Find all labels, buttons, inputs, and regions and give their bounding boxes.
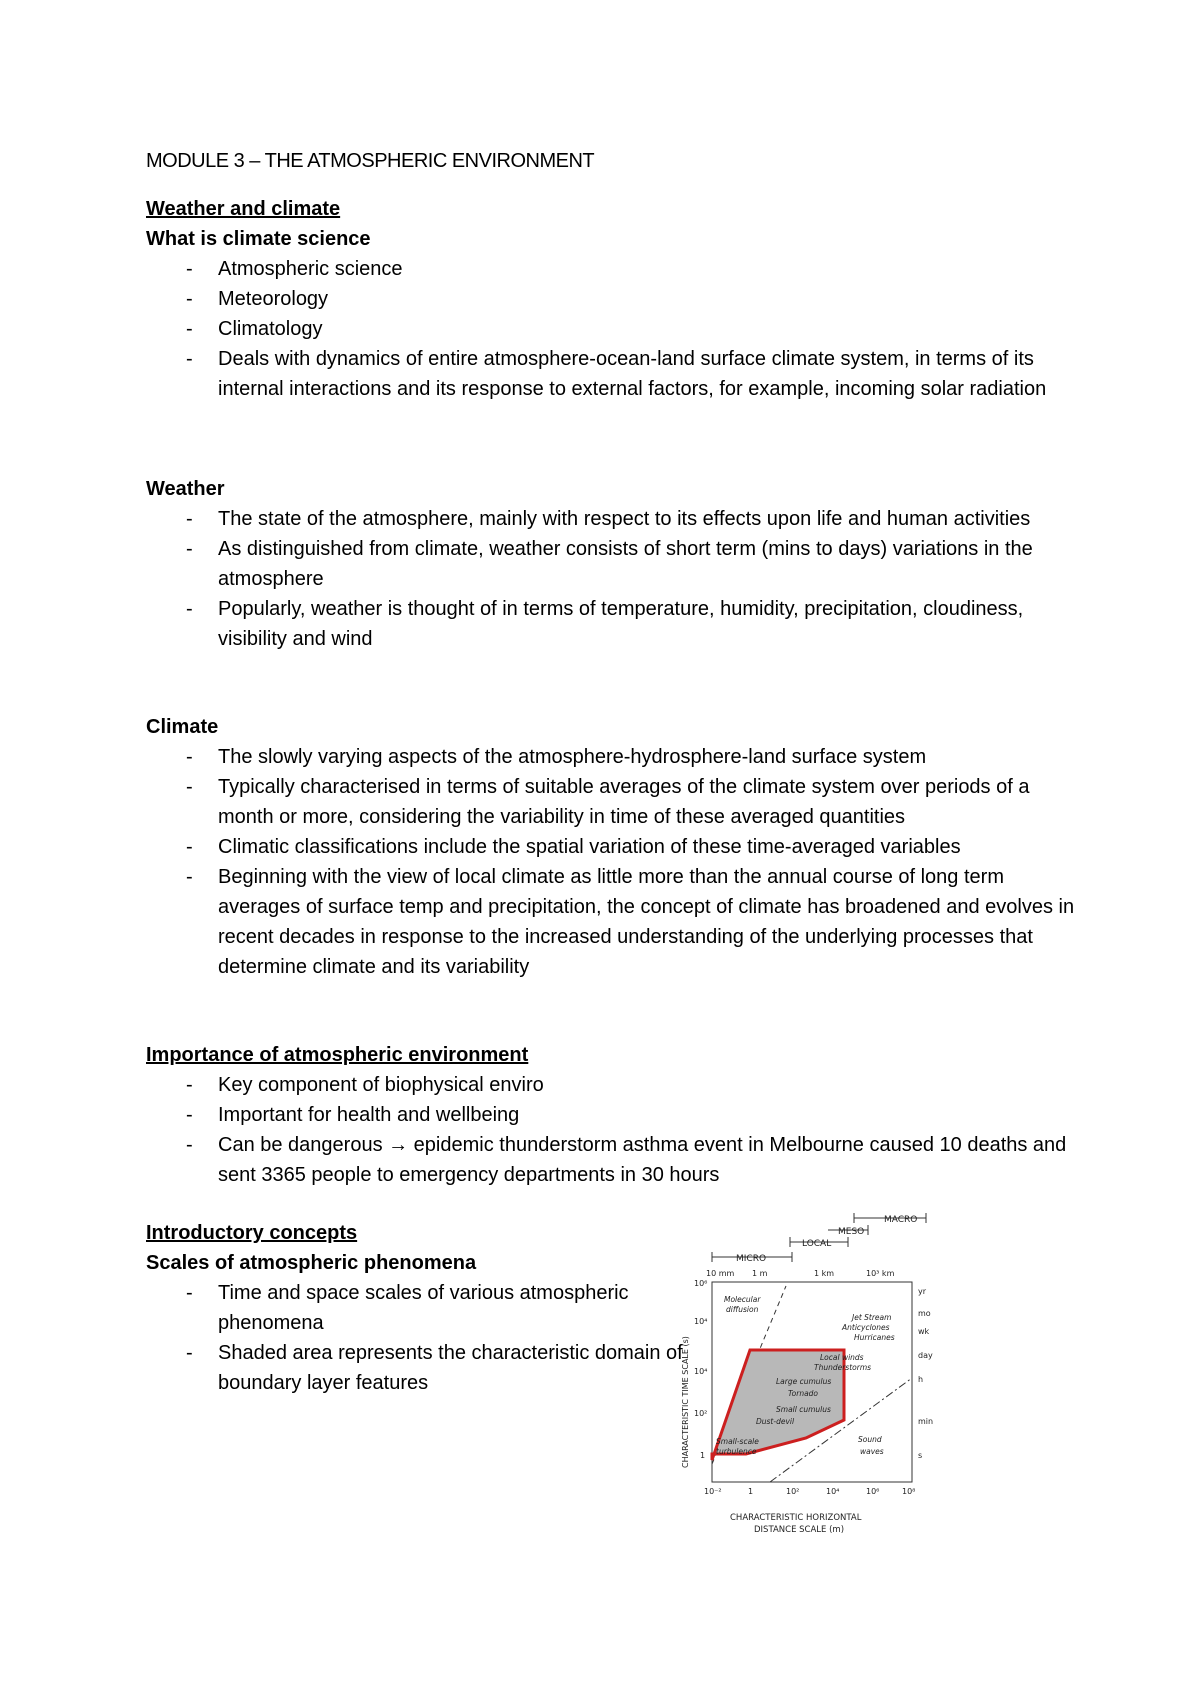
subheading: Scales of atmospheric phenomena xyxy=(146,1252,477,1274)
bottom-tick-label: 10⁸ xyxy=(902,1487,916,1496)
left-tick-label: 10⁶ xyxy=(694,1279,708,1288)
section-introductory-concepts xyxy=(146,1218,686,1398)
top-tick-label: 10³ km xyxy=(866,1269,895,1278)
subheading: What is climate science xyxy=(146,228,371,250)
phenomenon-label: diffusion xyxy=(726,1305,759,1314)
phenomenon-label: Local winds xyxy=(820,1353,864,1362)
page-title: MODULE 3 – THE ATMOSPHERIC ENVIRONMENT xyxy=(146,150,595,172)
bullet-list xyxy=(146,1278,686,1398)
section-heading: Weather xyxy=(146,478,225,500)
phenomenon-label: Jet Stream xyxy=(852,1313,892,1322)
bottom-tick-label: 10² xyxy=(786,1487,800,1496)
phenomenon-label: turbulence xyxy=(716,1447,757,1456)
phenomenon-label: Anticyclones xyxy=(842,1323,890,1332)
top-tick-label: 10 mm xyxy=(706,1269,735,1278)
phenomenon-label: Thunderstorms xyxy=(814,1363,872,1372)
left-tick-label: 10⁴ xyxy=(694,1367,708,1376)
bullet-list xyxy=(146,1070,1086,1190)
section-heading: Importance of atmospheric environment xyxy=(146,1044,529,1066)
right-tick-label: min xyxy=(918,1417,934,1426)
list-item: - Key component of biophysical enviro xyxy=(146,1070,1086,1100)
right-tick-label: mo xyxy=(918,1309,931,1318)
bullet-list xyxy=(146,504,1086,654)
section-weather-and-climate xyxy=(146,194,1086,404)
phenomenon-label: Molecular xyxy=(724,1295,761,1304)
meso-label: MESO xyxy=(838,1227,865,1237)
phenomenon-label: Tornado xyxy=(788,1389,819,1398)
right-tick-label: wk xyxy=(918,1327,930,1336)
bottom-tick-label: 10⁻² xyxy=(704,1487,722,1496)
list-item: - Popularly, weather is thought of in terms of temperature, humidity, precipitation, cloudiness, visibility and wind xyxy=(146,594,1086,654)
macro-label: MACRO xyxy=(884,1215,918,1225)
section-climate xyxy=(146,712,1086,982)
list-item: - Beginning with the view of local climate as little more than the annual course of long term averages of surface temp and precipitation, the concept of climate has broadened and evolves in recent decades in response to the increased understanding of the underlying processes that determine climate and its variability xyxy=(146,862,1086,982)
list-item: - The slowly varying aspects of the atmosphere-hydrosphere-land surface system xyxy=(146,742,1086,772)
right-tick-label: day xyxy=(918,1351,933,1360)
y-axis-label: CHARACTERISTIC TIME SCALE (s) xyxy=(681,1336,690,1468)
phenomenon-label: Large cumulus xyxy=(776,1377,832,1386)
list-item: - Climatic classifications include the spatial variation of these time-averaged variables xyxy=(146,832,1086,862)
list-item: - The state of the atmosphere, mainly with respect to its effects upon life and human activities xyxy=(146,504,1086,534)
bottom-tick-label: 10⁴ xyxy=(826,1487,840,1496)
phenomenon-label: waves xyxy=(860,1447,884,1456)
list-item: - Meteorology xyxy=(146,284,1086,314)
list-item: - Typically characterised in terms of suitable averages of the climate system over periods of a month or more, considering the variability in time of these averaged quantities xyxy=(146,772,1086,832)
x-axis-label: DISTANCE SCALE (m) xyxy=(754,1525,845,1535)
phenomenon-label: Small cumulus xyxy=(776,1405,831,1414)
list-item: - Can be dangerous → epidemic thunderstorm asthma event in Melbourne caused 10 deaths and sent 3365 people to emergency departments in 30 hours xyxy=(146,1130,1086,1190)
section-weather xyxy=(146,474,1086,654)
list-item: - Important for health and wellbeing xyxy=(146,1100,1086,1130)
bottom-tick-label: 1 xyxy=(748,1487,754,1496)
bullet-list xyxy=(146,742,1086,982)
phenomenon-label: Sound xyxy=(858,1435,882,1444)
top-tick-label: 1 m xyxy=(752,1269,768,1278)
section-heading: Weather and climate xyxy=(146,198,341,220)
phenomenon-label: Hurricanes xyxy=(854,1333,895,1342)
list-item: - Time and space scales of various atmospheric phenomena xyxy=(146,1278,686,1338)
phenomenon-label: Dust-devil xyxy=(756,1417,795,1426)
list-item: - Atmospheric science xyxy=(146,254,1086,284)
section-heading: Introductory concepts xyxy=(146,1222,358,1244)
left-tick-label: 1 xyxy=(700,1451,706,1460)
bottom-tick-label: 10⁶ xyxy=(866,1487,880,1496)
list-item: - Deals with dynamics of entire atmosphere-ocean-land surface climate system, in terms of its internal interactions and its response to external factors, for example, incoming solar radiation xyxy=(146,344,1086,404)
list-item: - Climatology xyxy=(146,314,1086,344)
micro-label: MICRO xyxy=(736,1254,767,1264)
scales-diagram xyxy=(681,1206,1050,1566)
list-item: - As distinguished from climate, weather consists of short term (mins to days) variations in the atmosphere xyxy=(146,534,1086,594)
left-tick-label: 10⁴ xyxy=(694,1317,708,1326)
right-tick-label: yr xyxy=(918,1287,927,1296)
right-tick-label: s xyxy=(918,1451,923,1460)
bullet-list xyxy=(146,254,1086,404)
x-axis-label: CHARACTERISTIC HORIZONTAL xyxy=(730,1513,862,1523)
left-tick-label: 10² xyxy=(694,1409,708,1418)
phenomenon-label: Small-scale xyxy=(716,1437,759,1446)
section-importance xyxy=(146,1040,1086,1190)
section-heading: Climate xyxy=(146,716,219,738)
right-tick-label: h xyxy=(918,1375,924,1384)
local-label: LOCAL xyxy=(802,1239,832,1249)
scales-figure xyxy=(681,1206,1050,1566)
top-tick-label: 1 km xyxy=(814,1269,835,1278)
list-item: - Shaded area represents the characteristic domain of boundary layer features xyxy=(146,1338,686,1398)
